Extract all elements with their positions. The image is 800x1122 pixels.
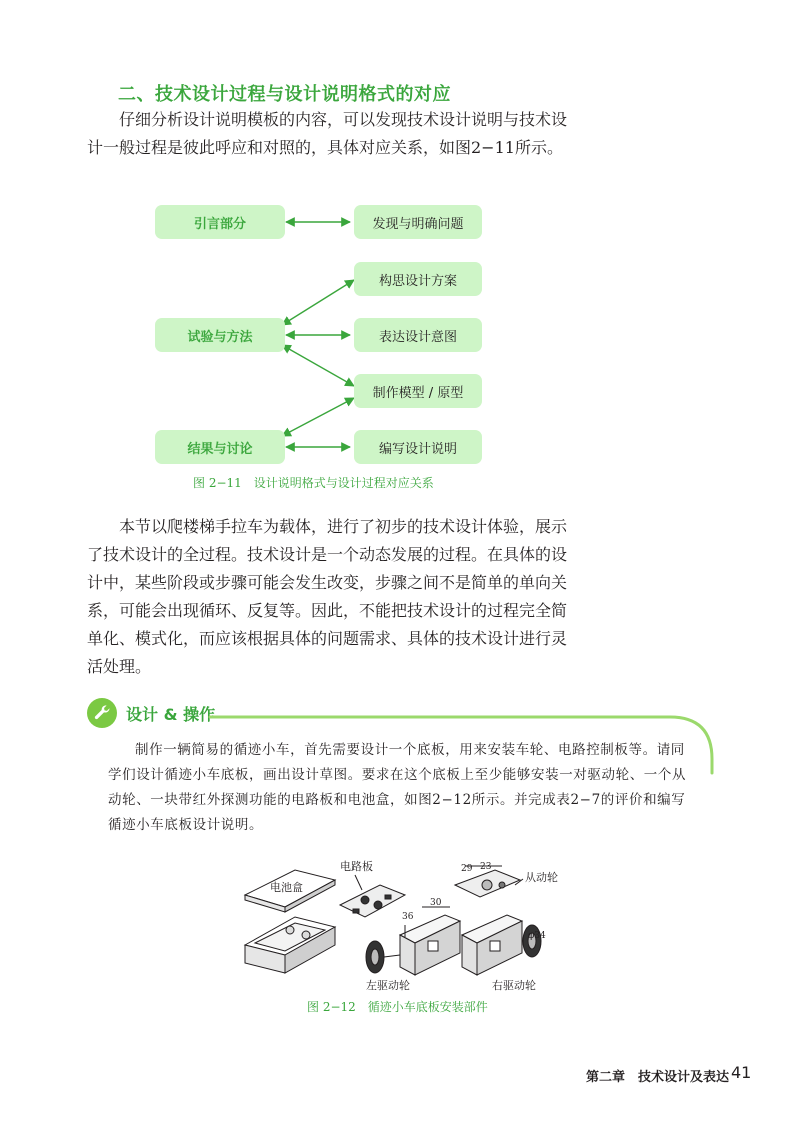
- figure-2-12-caption: 图 2−12 循迹小车底板安装部件: [307, 1000, 488, 1014]
- figure-2-11-caption: 图 2−11 设计说明格式与设计过程对应关系: [193, 476, 434, 490]
- flow-box-express: 表达设计意图: [354, 318, 482, 352]
- flow-box-intro: 引言部分: [155, 205, 285, 239]
- flow-box-model: 制作模型 / 原型: [354, 374, 482, 408]
- flow-box-write: 编写设计说明: [354, 430, 482, 464]
- body-paragraph: 本节以爬楼梯手拉车为载体，进行了初步的技术设计体验，展示了技术设计的全过程。技术设计是一个动态发展的过程。在具体的设计中，某些阶段或步骤可能会发生改变，步骤之间不是简单的单向关系，可能会出现循环、反复等。因此，不能把技术设计的过程完全简单化、模式化，而应该根据具体的问题需求、具体的技术设计进行灵活处理。: [87, 517, 568, 676]
- arrow-method-scheme: [282, 280, 354, 325]
- label-right-wheel: 右驱动轮: [492, 979, 536, 992]
- label-driven-wheel: 从动轮: [525, 871, 558, 884]
- figure-2-12-illustration: [240, 855, 560, 995]
- design-activity-title: 设计 & 操作: [126, 704, 216, 724]
- section-title: 二、技术设计过程与设计说明格式的对应: [118, 84, 451, 105]
- label-circuit-board: 电路板: [340, 860, 373, 873]
- label-dim-36: 36: [402, 912, 414, 922]
- activity-instructions: 制作一辆简易的循迹小车，首先需要设计一个底板，用来安装车轮、电路控制板等。请同学们设计循迹小车底板，画出设计草图。要求在这个底板上至少能够安装一对驱动轮、一个从动轮、一块带红外探测功能的电路板和电池盒，如图2−12所示。并完成表2−7的评价和编写循迹小车底板设计说明。: [108, 742, 687, 833]
- flow-box-scheme: 构思设计方案: [354, 262, 482, 296]
- arrow-result-model: [282, 398, 354, 436]
- flow-box-result: 结果与讨论: [155, 430, 285, 464]
- label-dim-phi34: φ34: [528, 931, 546, 941]
- design-activity-header: [87, 698, 215, 728]
- flow-box-method: 试验与方法: [155, 318, 285, 352]
- arrow-method-model: [282, 345, 354, 386]
- page-number: 41: [731, 1063, 752, 1082]
- label-dim-23: 23: [480, 862, 492, 872]
- label-dim-30: 30: [430, 898, 442, 908]
- label-dim-29: 29: [461, 864, 473, 874]
- flow-box-problem: 发现与明确问题: [354, 205, 482, 239]
- label-battery-box: 电池盒: [270, 881, 303, 894]
- wrench-icon: [87, 698, 117, 728]
- circuit-board: [340, 885, 405, 917]
- chapter-footer: 第二章 技术设计及表达: [586, 1070, 730, 1085]
- label-left-wheel: 左驱动轮: [366, 979, 410, 992]
- intro-paragraph: 仔细分析设计说明模板的内容，可以发现技术设计说明与技术设计一般过程是彼此呼应和对照的，具体对应关系，如图2−11所示。: [87, 110, 568, 157]
